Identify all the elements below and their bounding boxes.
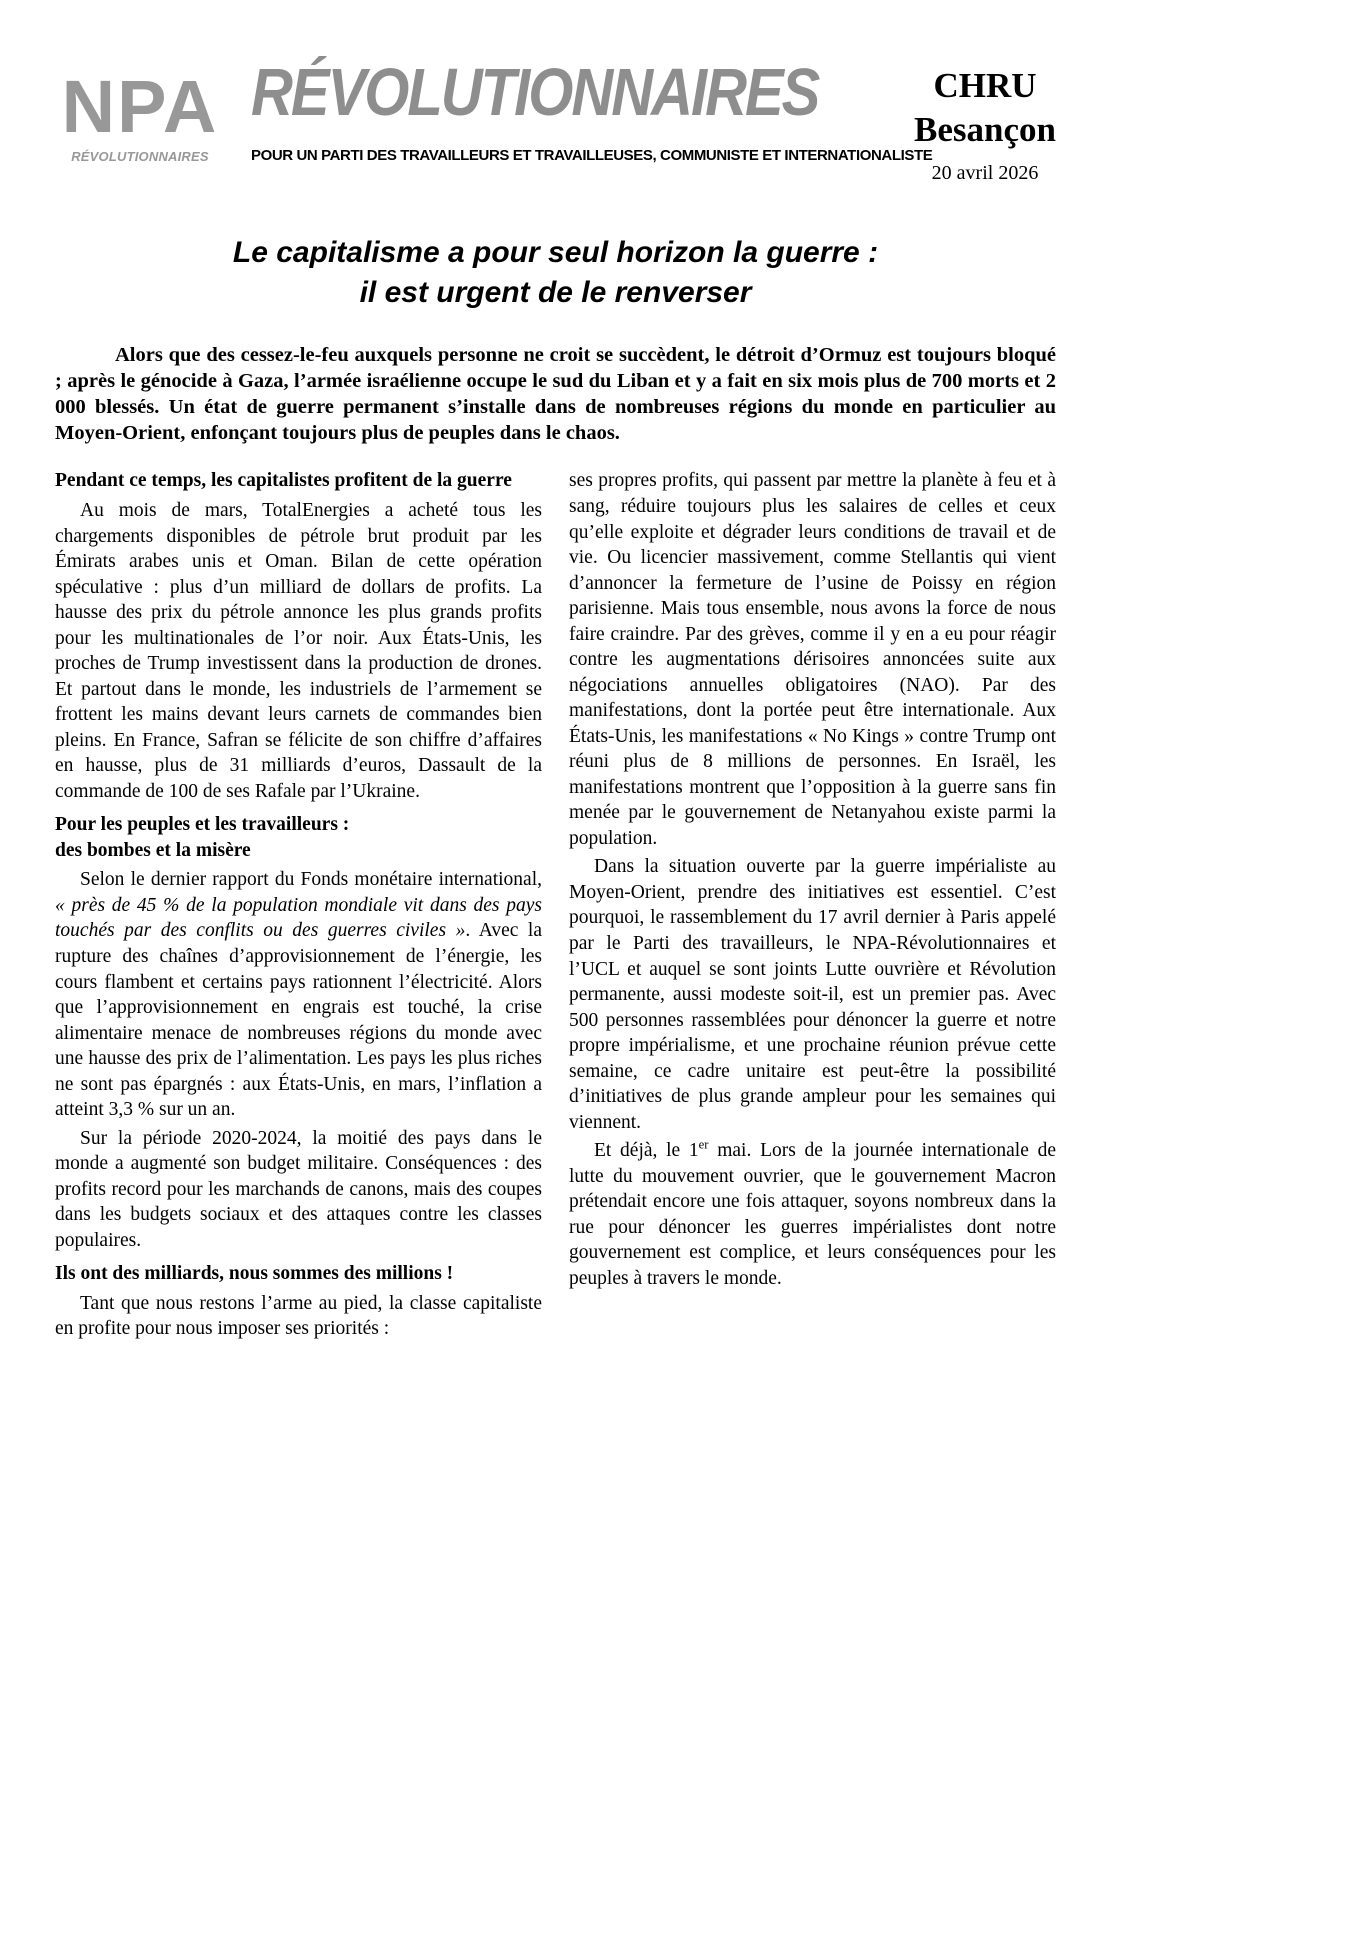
paragraph-may-day [569, 1138, 1056, 1291]
masthead [225, 55, 933, 164]
article-columns [55, 468, 1056, 1342]
may-day-ordinal: er [698, 1137, 709, 1152]
section-heading-profiteers: Pendant ce temps, les capitalistes profitent de la guerre [55, 470, 512, 492]
article-title [55, 233, 1056, 314]
edition-date: 20 avril 2026 [931, 161, 1039, 184]
masthead-title: RÉVOLUTIONNAIRES [251, 55, 819, 131]
section-heading-peoples-line2: des bombes et la misère [55, 839, 251, 861]
paragraph-initiatives: Dans la situation ouverte par la guerre impérialiste au Moyen-Orient, prendre des initiatives est essentiel. C’est pourquoi, le rassemblement du 17 avril dernier à Paris appelé par le Parti des travailleurs, le NPA-Révolutionnaires et l’UCL et auquel se sont joints Lutte ouvrière et Révolution permanente, aussi modeste soit-il, est un premier pas. Avec 500 personnes rassemblées pour dénoncer la guerre et notre propre impérialisme, et une prochaine réunion prévue cette semaine, ce cadre unitaire est peut-être la possibilité d’initiatives de plus grande ampleur pour les semaines qui viennent. [569, 856, 1056, 1133]
edition-line1: CHRU [933, 66, 1037, 105]
edition-location [914, 64, 1056, 152]
edition-block [914, 62, 1056, 185]
edition-line2: Besançon [914, 109, 1056, 149]
section-heading-peoples-line1: Pour les peuples et les travailleurs : [55, 814, 350, 836]
imf-report-lead: Selon le dernier rapport du Fonds monétaire international, [80, 869, 542, 891]
imf-report-quote: « près de 45 % de la population mondiale vit dans des pays touchés par des conflits ou des guerres civiles » [55, 894, 542, 942]
paragraph-imf-report [55, 867, 542, 1122]
imf-report-tail: . Avec la rupture des chaînes d’approvisionnement de l’énergie, les cours flambent et certains pays rationnent l’électricité. Alors que l’approvisionnement en engrais est touché, la crise alimentaire menace de nombreuses régions du monde avec une hausse des prix de l’alimentation. Les pays les plus riches ne sont pas épargnés : aux États-Unis, en mars, l’inflation a atteint 3,3 % sur un an. [55, 920, 543, 1121]
paragraph-military-budgets: Sur la période 2020-2024, la moitié des pays dans le monde a augmenté son budget militaire. Conséquences : des profits record pour les marchands de canons, mais des coupes dans les budgets sociaux et des attaques contre les classes populaires. [55, 1127, 542, 1251]
npa-logo [55, 62, 225, 164]
paragraph-class-priorities: Tant que nous restons l’arme au pied, la classe capitaliste en profite pour nous imposer ses priorités : [55, 1292, 542, 1340]
article-title-line2: il est urgent de le renverser [359, 276, 752, 309]
intro-paragraph: Alors que des cessez-le-feu auxquels personne ne croit se succèdent, le détroit d’Ormuz est toujours bloqué ; après le génocide à Gaza, l’armée israélienne occupe le sud du Liban et y a fait en six mois plus de 700 morts et 2 000 blessés. Un état de guerre permanent s’installe dans de nombreuses régions du monde en particulier au Moyen-Orient, enfonçant toujours plus de peuples dans le chaos. [55, 343, 1056, 445]
paragraph-total-energies: Au mois de mars, TotalEnergies a acheté tous les chargements disponibles de pétrole brut produit par les Émirats arabes unis et Oman. Bilan de cette opération spéculative : plus d’un milliard de dollars de profits. La hausse des prix du pétrole annonce les plus grands profits pour les multinationales de l’or noir. Aux États-Unis, les proches de Trump investissent dans la production de drones. Et partout dans le monde, les industriels de l’armement se frottent les mains devant leurs carnets de commandes bien pleins. En France, Safran se félicite de son chiffre d’affaires en hausse, plus de 31 milliards d’euros, Dassault de la commande de 100 de ses Rafale par l’Ukraine. [55, 499, 542, 802]
section-heading-peoples [55, 812, 542, 863]
left-column [55, 468, 542, 1342]
section-heading-millions: Ils ont des milliards, nous sommes des millions ! [55, 1263, 454, 1285]
masthead-subtitle: POUR UN PARTI DES TRAVAILLEURS ET TRAVAILLEUSES, COMMUNISTE ET INTERNATIONALISTE [251, 146, 933, 164]
may-day-lead: Et déjà, le 1 [594, 1140, 699, 1162]
npa-logo-subtext: RÉVOLUTIONNAIRES [71, 148, 209, 164]
right-column [569, 468, 1056, 1342]
article-title-line1: Le capitalisme a pour seul horizon la guerre : [232, 235, 879, 269]
npa-logo-text: NPA [61, 65, 219, 148]
paragraph-profits-continuation: ses propres profits, qui passent par mettre la planète à feu et à sang, réduire toujours plus les salaires de celles et ceux qu’elle exploite et dégrader leurs conditions de travail et de vie. Ou licencier massivement, comme Stellantis qui vient d’annoncer la fermeture de l’usine de Poissy en région parisienne. Mais tous ensemble, nous avons la force de nous faire craindre. Par des grèves, comme il y en a eu pour réagir contre les augmentations dérisoires annoncées suite aux négociations annuelles obligatoires (NAO). Par des manifestations, dont la portée peut être internationale. Aux États-Unis, les manifestations « No Kings » contre Trump ont réuni plus de 8 millions de personnes. En Israël, les manifestations montrent que l’opposition à la guerre sans fin menée par le gouvernement de Netanyahou existe parmi la population. [569, 470, 1056, 849]
may-day-tail: mai. Lors de la journée internationale de lutte du mouvement ouvrier, que le gouvernement Macron prétendait encore une fois attaquer, soyons nombreux dans la rue pour dénoncer les guerres impérialistes dont notre gouvernement est complice, et leurs conséquences pour les peuples à travers le monde. [569, 1140, 1056, 1289]
masthead-header [55, 55, 1056, 185]
